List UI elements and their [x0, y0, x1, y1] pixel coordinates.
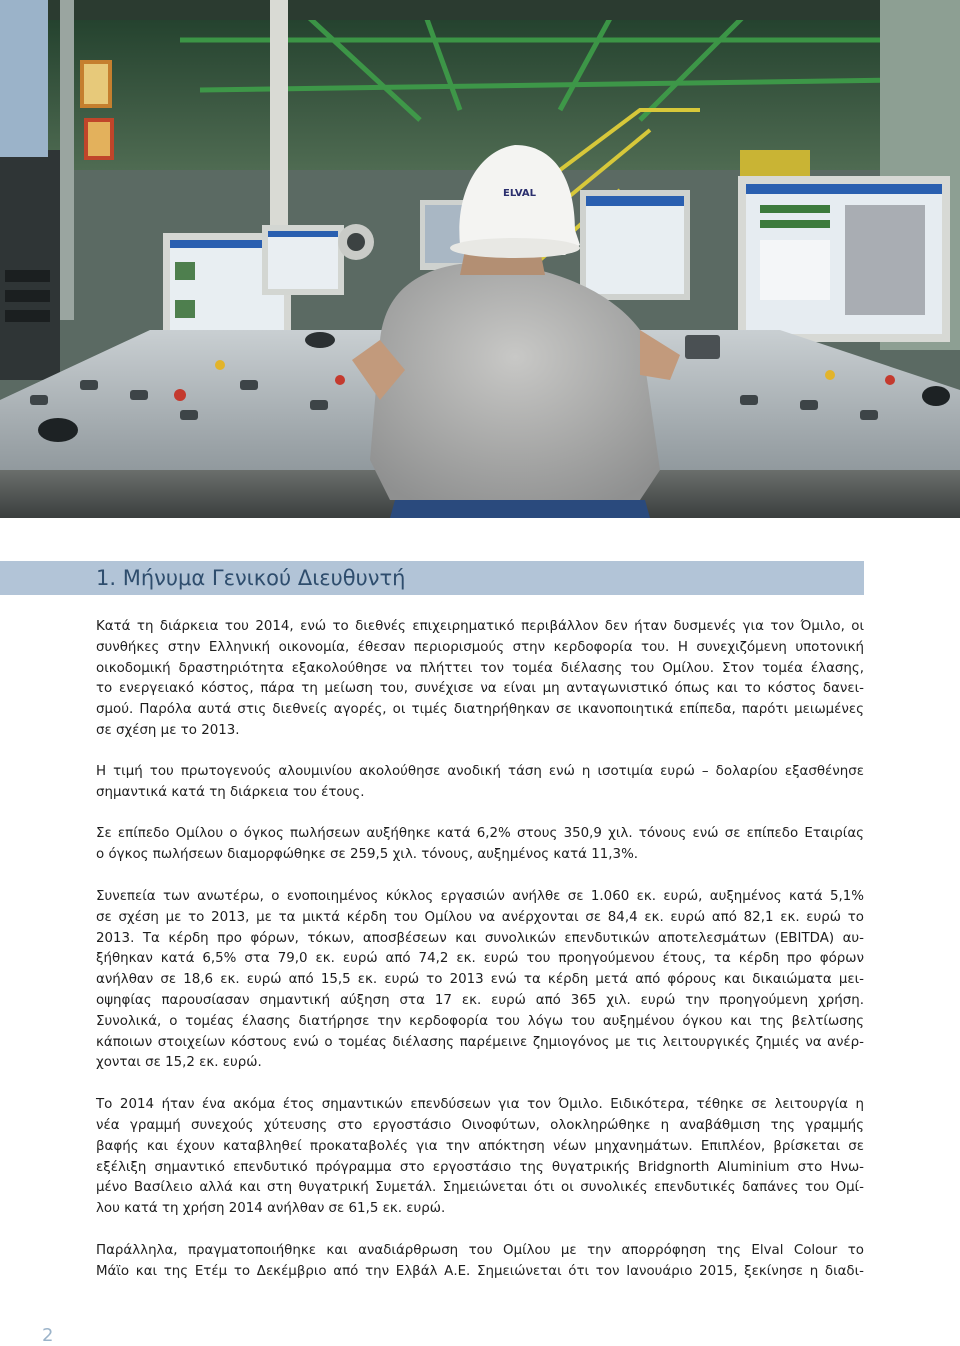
text-line: ανήλθαν σε 18,6 εκ. ευρώ από 15,5 εκ. ευρώ το 2013 ενώ τα κέρδη μετά από φόρους και δικαιώματα μει-	[96, 972, 864, 988]
text-line: λου κατά τη χρήση 2014 ανήλθαν σε 61,5 εκ. ευρώ.	[96, 1201, 446, 1217]
header-photo	[0, 0, 960, 518]
body-text	[96, 617, 864, 1304]
text-line: οψηφίας παρουσίασαν σημαντική αύξηση στα 17 εκ. ευρώ από 365 χιλ. ευρώ την προηγούμενη χρήση.	[96, 992, 864, 1008]
text-line: νέα γραμμή συνεχούς χύτευσης στο εργοστάσιο Οινοφύτων, ολοκληρώθηκε η αναβάθμιση της γραμμής	[96, 1117, 864, 1133]
helmet-logo: ELVAL	[503, 188, 536, 199]
text-line: ο όγκος πωλήσεων διαμορφώθηκε σε 259,5 χιλ. τόνους, αυξημένος κατά 11,3%.	[96, 847, 639, 863]
text-line: εξέλιξη σημαντικό επενδυτικό πρόγραμμα στο εργοστάσιο της θυγατρικής Bridgnorth Aluminium στο Ηνω-	[96, 1159, 864, 1175]
text-line: το ενεργειακό κόστος, πάρα τη μείωση του, συνέχισε να είναι μη ανταγωνιστικό όπως και το κόστος δανει-	[96, 681, 864, 697]
text-line: κάποιων στοιχείων κόστους ενώ ο τομέας διέλασης παρέμεινε ζημιογόνος με τις λειτουργικές ζημιές να ανέρ-	[96, 1034, 864, 1050]
text-line: οικοδομική δραστηριότητα εξακολούθησε να πλήττει τον τομέα διέλασης του Ομίλου. Στον τομέα έλασης,	[96, 660, 864, 676]
text-line: σμού. Παρόλα αυτά στις διεθνείς αγορές, οι τιμές διατηρήθηκαν σε ικανοποιητικά επίπεδα, παρότι μειωμένες	[96, 702, 864, 718]
text-line: σε σχέση με το 2013, με τα μικτά κέρδη του Ομίλου να ανέρχονται σε 84,4 εκ. ευρώ από 82,1 εκ. ευρώ το	[96, 909, 864, 925]
text-line: βαφής και έχουν καταβληθεί προκαταβολές για την απόκτηση νέων μηχανημάτων. Επιπλέον, βρίσκεται σε	[96, 1138, 864, 1154]
paragraph	[96, 762, 864, 804]
paragraph	[96, 1241, 864, 1283]
text-line: συνθήκες στην Ελληνική οικονομία, έθεσαν περιορισμούς στην κερδοφορία του. Η συνεχιζόμενη υποτονική	[96, 639, 864, 655]
text-line: 2013. Τα κέρδη προ φόρων, τόκων, αποσβέσεων και συνολικών επενδυτικών αποτελεσμάτων (EBITDA) αυ-	[96, 930, 864, 946]
paragraph	[96, 824, 864, 866]
text-line: Κατά τη διάρκεια του 2014, ενώ το διεθνές επιχειρηματικό περιβάλλον δεν ήταν δυσμενές για τον Όμιλο, οι	[96, 619, 864, 634]
section-heading: 1. Μήνυμα Γενικού Διευθυντή	[96, 566, 406, 590]
text-line: Σε επίπεδο Ομίλου ο όγκος πωλήσεων αυξήθηκε κατά 6,2% στους 350,9 χιλ. τόνους ενώ σε επίπεδο Εταιρίας	[96, 826, 864, 842]
text-line: Μάϊο και της Ετέμ το Δεκέμβριο από την Ελβάλ Α.Ε. Σημειώνεται ότι τον Ιανουάριο 2015, ξεκίνησε η διαδι-	[96, 1263, 864, 1279]
paragraph	[96, 1095, 864, 1220]
text-line: Συνεπεία των ανωτέρω, ο ενοποιημένος κύκλος εργασιών ανήλθε σε 1.060 εκ. ευρώ, αυξημένος κατά 5,1%	[96, 888, 864, 904]
text-line: Παράλληλα, πραγματοποιήθηκε και αναδιάρθρωση του Ομίλου με την απορρόφηση της Elval Colour το	[96, 1242, 864, 1258]
text-line: μένο Βασίλειο αλλά και στη θυγατρική Συμετάλ. Σημειώνεται ότι οι συνολικές επενδυτικές δαπάνες του Ομί-	[96, 1180, 864, 1196]
paragraph	[96, 887, 864, 1074]
text-line: Η τιμή του πρωτογενούς αλουμινίου ακολούθησε ανοδική τάση ενώ η ισοτιμία ευρώ – δολαρίου εξασθένησε	[96, 763, 864, 779]
text-line: Συνολικά, ο τομέας έλασης διατήρησε την κερδοφορία του λόγω του αυξημένου όγκου και της βελτίωσης	[96, 1013, 864, 1029]
page-number: 2	[42, 1325, 54, 1346]
text-line: Το 2014 ήταν ένα ακόμα έτος σημαντικών επενδύσεων για τον Όμιλο. Ειδικότερα, τέθηκε σε λειτουργία η	[96, 1097, 864, 1113]
text-line: σε σχέση με το 2013.	[96, 722, 240, 738]
control-room-photo	[0, 0, 960, 518]
text-line: ξήθηκαν κατά 6,5% στα 79,0 εκ. ευρώ από 74,2 εκ. ευρώ του προηγούμενου έτους, τα κέρδη προ φόρων	[96, 951, 864, 967]
text-line: χονται σε 15,2 εκ. ευρώ.	[96, 1055, 262, 1071]
paragraph	[96, 617, 864, 742]
text-line: σημαντικά κατά τη διάρκεια του έτους.	[96, 784, 365, 800]
photo-corner-block	[0, 0, 48, 157]
